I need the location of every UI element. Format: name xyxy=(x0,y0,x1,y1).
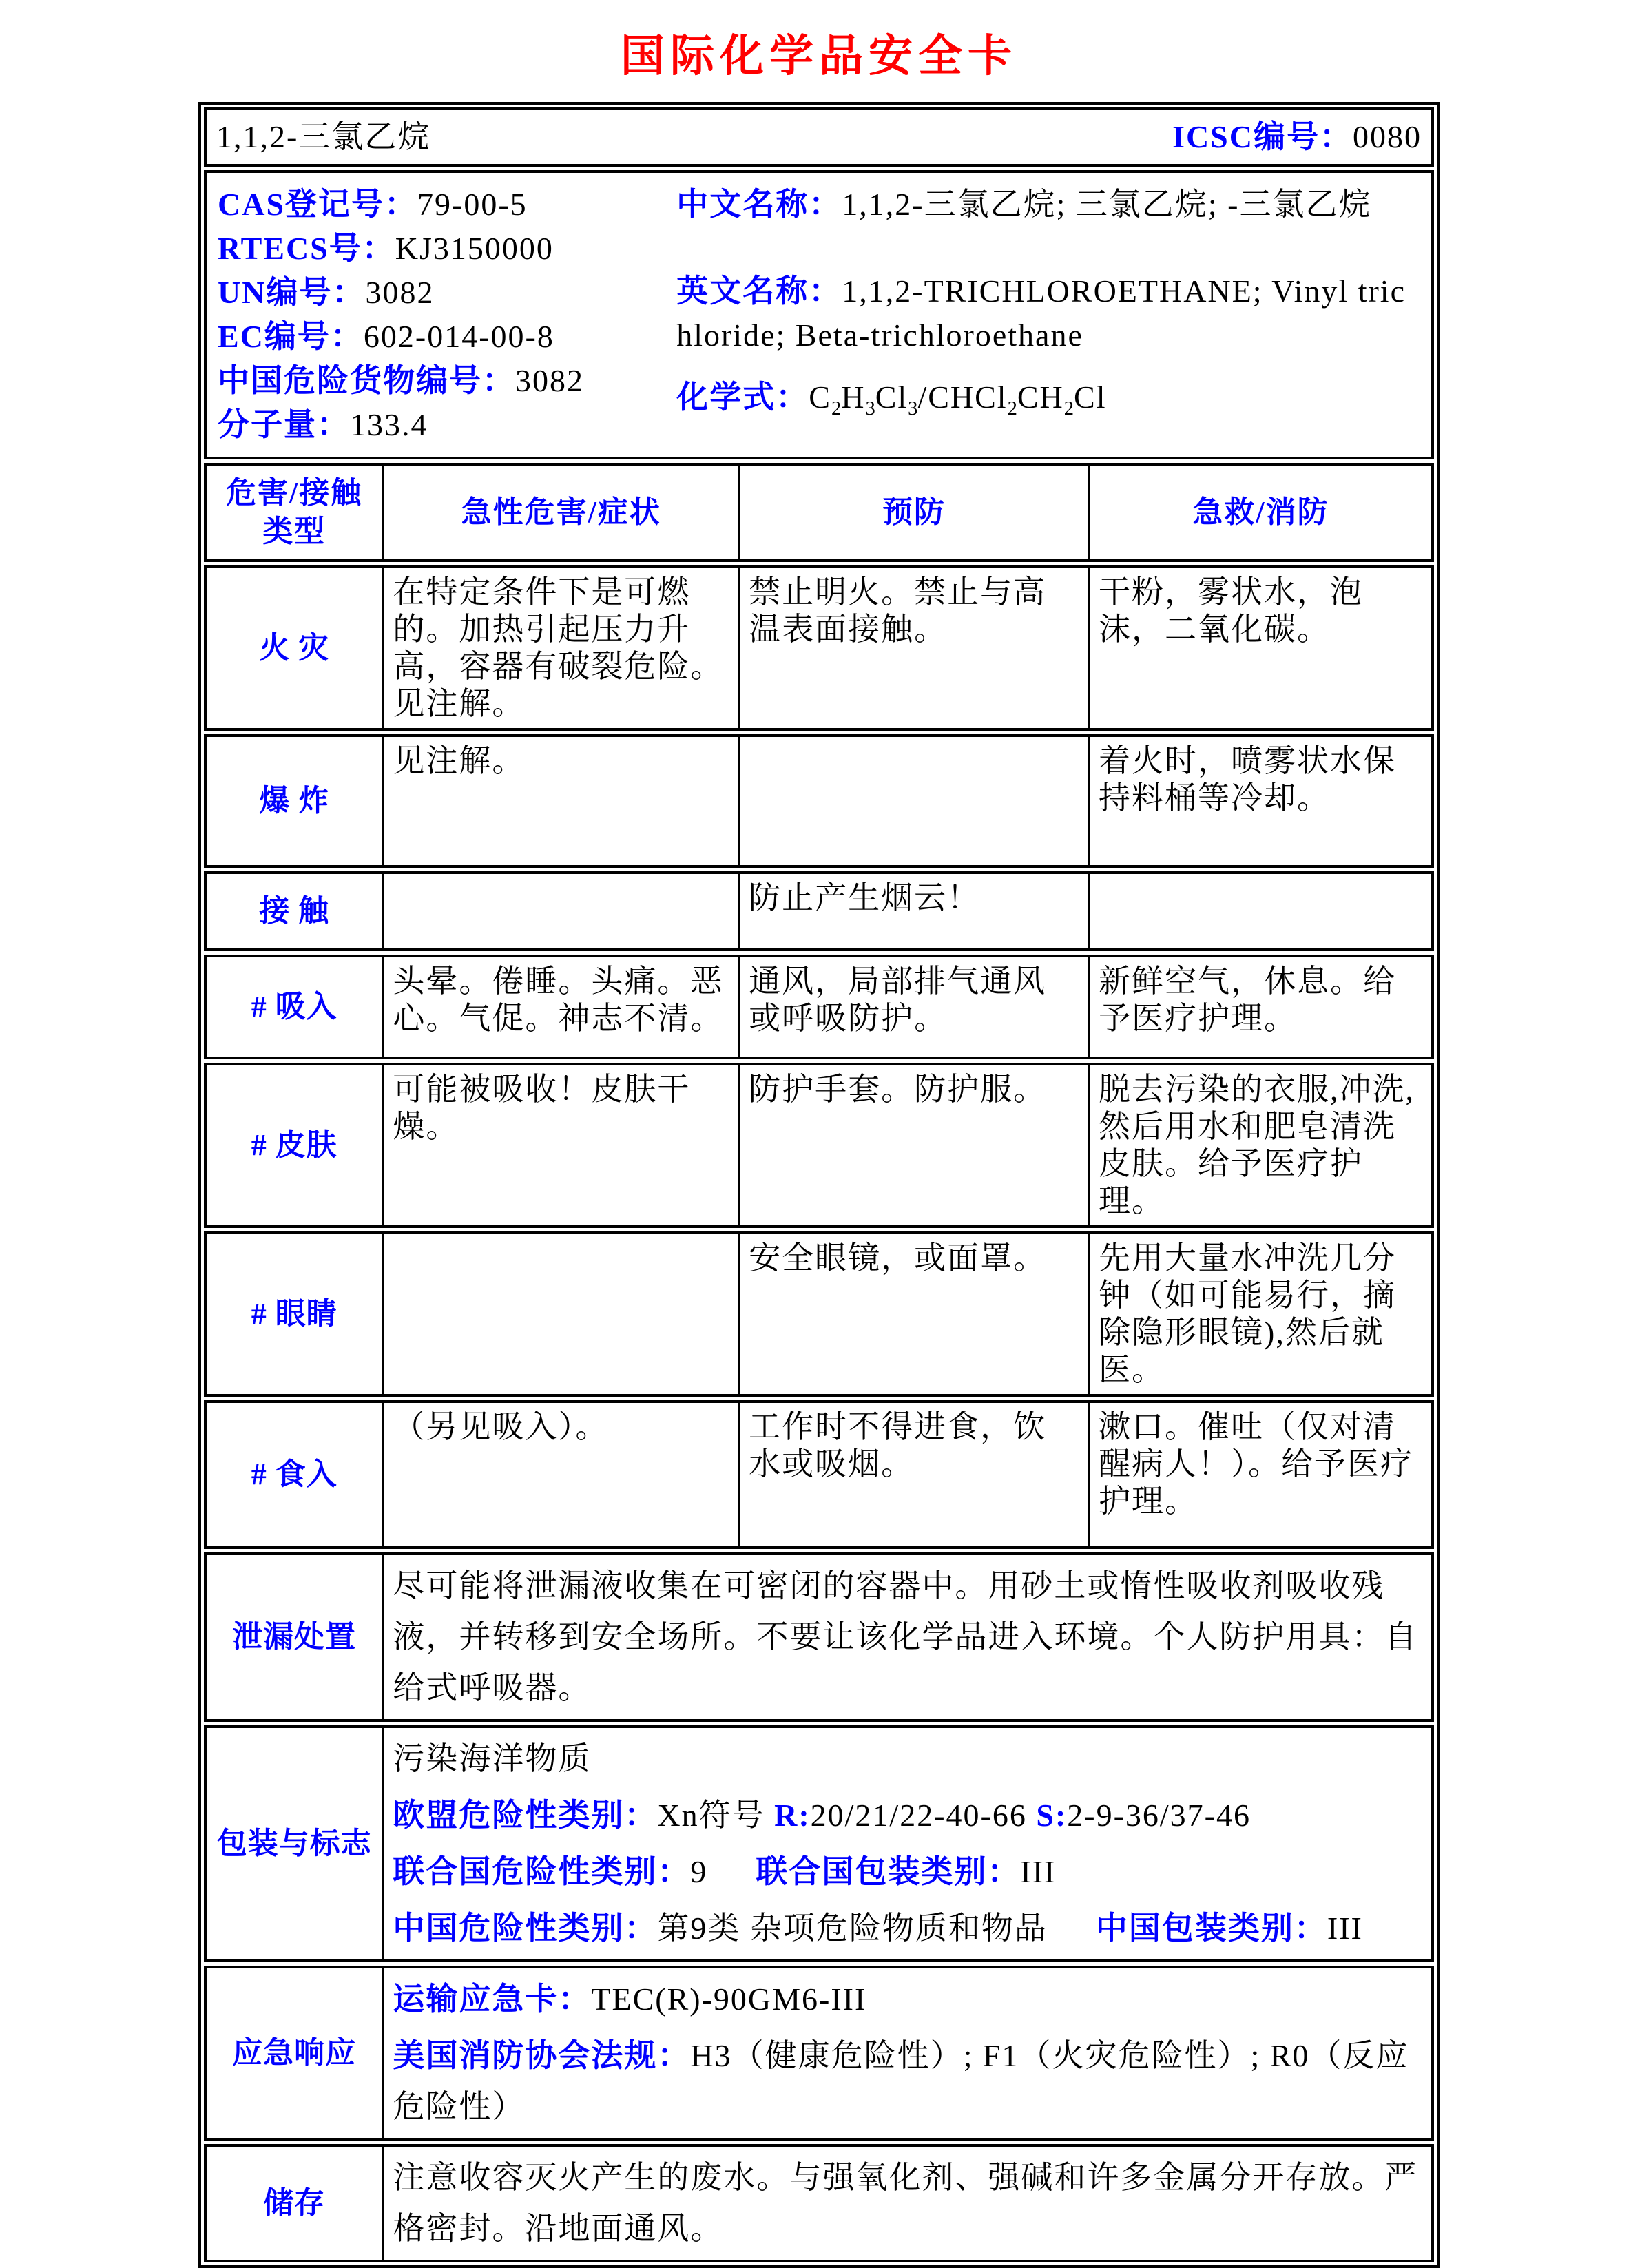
ingestion-response: 漱口。催吐（仅对清醒病人！）。给予医疗护理。 xyxy=(1089,1402,1433,1548)
skin-response: 脱去污染的衣服,冲洗,然后用水和肥皂清洗皮肤。给予医疗护理。 xyxy=(1089,1064,1433,1227)
identification-table xyxy=(204,170,1434,459)
ingestion-prevention: 工作时不得进食，饮水或吸烟。 xyxy=(739,1402,1089,1548)
eyes-response: 先用大量水冲洗几分钟（如可能易行，摘除隐形眼镜),然后就医。 xyxy=(1089,1233,1433,1395)
contact-symptoms xyxy=(383,873,739,950)
icsc-label: ICSC编号： xyxy=(1172,119,1353,154)
row-label-packaging: 包装与标志 xyxy=(205,1727,383,1961)
ec-number-line: EC编号：602-014-00-8 xyxy=(218,319,554,354)
spill-disposal-section xyxy=(204,1552,1434,1722)
hazard-row-skin xyxy=(204,1063,1434,1228)
icsc-number-cell xyxy=(942,109,1433,165)
col-header-prevention: 预防 xyxy=(739,464,1089,561)
row-label-ingestion: # 食入 xyxy=(205,1402,383,1548)
hazard-row-explosion xyxy=(204,734,1434,868)
explosion-response: 着火时，喷雾状水保持料桶等冷却。 xyxy=(1089,736,1433,866)
packaging-content xyxy=(383,1727,1433,1961)
row-label-skin: # 皮肤 xyxy=(205,1064,383,1227)
row-label-contact: 接 触 xyxy=(205,873,383,950)
cn-class-line: 中国危险性类别：第9类 杂项危险物质和物品 中国包装类别：III xyxy=(393,1911,1363,1946)
hazard-row-fire xyxy=(204,565,1434,731)
row-label-inhalation: # 吸入 xyxy=(205,956,383,1058)
transport-emergency-card-line: 运输应急卡：TEC(R)-90GM6-III xyxy=(393,1981,867,2017)
cn-dangerous-goods-number-line: 中国危险货物编号：3082 xyxy=(218,363,584,398)
hazard-header-table xyxy=(204,463,1434,562)
nfpa-line: 美国消防协会法规：H3（健康危险性）; F1（火灾危险性）; R0（反应危险性） xyxy=(393,2038,1409,2124)
inhalation-prevention: 通风，局部排气通风或呼吸防护。 xyxy=(739,956,1089,1058)
hazard-row-contact xyxy=(204,871,1434,951)
ingestion-symptoms: （另见吸入）。 xyxy=(383,1402,739,1548)
fire-prevention: 禁止明火。禁止与高温表面接触。 xyxy=(739,567,1089,729)
row-label-storage: 储存 xyxy=(205,2145,383,2261)
hazard-row-inhalation xyxy=(204,955,1434,1059)
inhalation-symptoms: 头晕。倦睡。头痛。恶心。气促。神志不清。 xyxy=(383,956,739,1058)
chinese-names-line: 中文名称：1,1,2-三氯乙烷; 三氯乙烷; -三氯乙烷 xyxy=(676,187,1372,222)
skin-symptoms: 可能被吸收！皮肤干燥。 xyxy=(383,1064,739,1227)
inhalation-response: 新鲜空气，休息。给予医疗护理。 xyxy=(1089,956,1433,1058)
icsc-card xyxy=(198,102,1440,2268)
fire-response: 干粉，雾状水，泡沫，二氧化碳。 xyxy=(1089,567,1433,729)
chemical-formula: $C_2H_3Cl_3/CHCl_2CH_2Cl$ xyxy=(809,379,1107,420)
col-header-hazard-type: 危害/接触类型 xyxy=(205,464,383,561)
cas-number-line: CAS登记号：79-00-5 xyxy=(218,187,528,222)
col-header-response: 急救/消防 xyxy=(1089,464,1433,561)
packaging-labelling-section xyxy=(204,1725,1434,1962)
hazard-row-eyes xyxy=(204,1231,1434,1397)
contact-prevention: 防止产生烟云！ xyxy=(739,873,1089,950)
identifier-list xyxy=(205,171,665,458)
eyes-symptoms xyxy=(383,1233,739,1395)
col-header-symptoms: 急性危害/症状 xyxy=(383,464,739,561)
chemical-formula-line: 化学式：$C_2H_3Cl_3/CHCl_2CH_2Cl$ xyxy=(676,379,1107,420)
marine-pollutant-note: 污染海洋物质 xyxy=(393,1741,592,1776)
hazard-header-row xyxy=(205,464,1433,561)
storage-section xyxy=(204,2144,1434,2262)
eu-hazard-class-line: 欧盟危险性类别：Xn符号 R:20/21/22-40-66 S:2-9-36/37-46 xyxy=(393,1798,1251,1833)
row-label-eyes: # 眼睛 xyxy=(205,1233,383,1395)
skin-prevention: 防护手套。防护服。 xyxy=(739,1064,1089,1227)
fire-symptoms: 在特定条件下是可燃的。加热引起压力升高，容器有破裂危险。见注解。 xyxy=(383,567,739,729)
storage-text: 注意收容灭火产生的废水。与强氧化剂、强碱和许多金属分开存放。严格密封。沿地面通风。 xyxy=(383,2145,1433,2261)
card-header-table xyxy=(204,107,1434,167)
spill-disposal-text: 尽可能将泄漏液收集在可密闭的容器中。用砂土或惰性吸收剂吸收残液，并转移到安全场所。不要让该化学品进入环境。个人防护用具：自给式呼吸器。 xyxy=(383,1554,1433,1720)
eyes-prevention: 安全眼镜，或面罩。 xyxy=(739,1233,1089,1395)
card-header-row xyxy=(205,109,1433,165)
molecular-weight-line: 分子量：133.4 xyxy=(218,407,428,442)
identification-row xyxy=(205,171,1433,458)
explosion-prevention xyxy=(739,736,1089,866)
un-class-line: 联合国危险性类别：9 联合国包装类别：III xyxy=(393,1854,1057,1889)
chemical-name-cn: 1,1,2-三氯乙烷 xyxy=(216,119,431,154)
emergency-response-section xyxy=(204,1966,1434,2141)
explosion-symptoms: 见注解。 xyxy=(383,736,739,866)
rtecs-number-line: RTECS号：KJ3150000 xyxy=(218,231,554,266)
page-title: 国际化学品安全卡 xyxy=(621,32,1017,81)
emergency-response-content xyxy=(383,1967,1433,2139)
hazard-row-ingestion xyxy=(204,1400,1434,1549)
un-number-line: UN编号：3082 xyxy=(218,275,435,310)
row-label-explosion: 爆 炸 xyxy=(205,736,383,866)
row-label-spill-disposal: 泄漏处置 xyxy=(205,1554,383,1720)
english-names-line: 英文名称：1,1,2-TRICHLOROETHANE; Vinyl trichloride; Beta-trichloroethane xyxy=(676,273,1406,353)
contact-response xyxy=(1089,873,1433,950)
row-label-fire: 火 灾 xyxy=(205,567,383,729)
icsc-number: 0080 xyxy=(1353,119,1422,154)
name-and-formula xyxy=(665,171,1433,458)
row-label-emergency-response: 应急响应 xyxy=(205,1967,383,2139)
